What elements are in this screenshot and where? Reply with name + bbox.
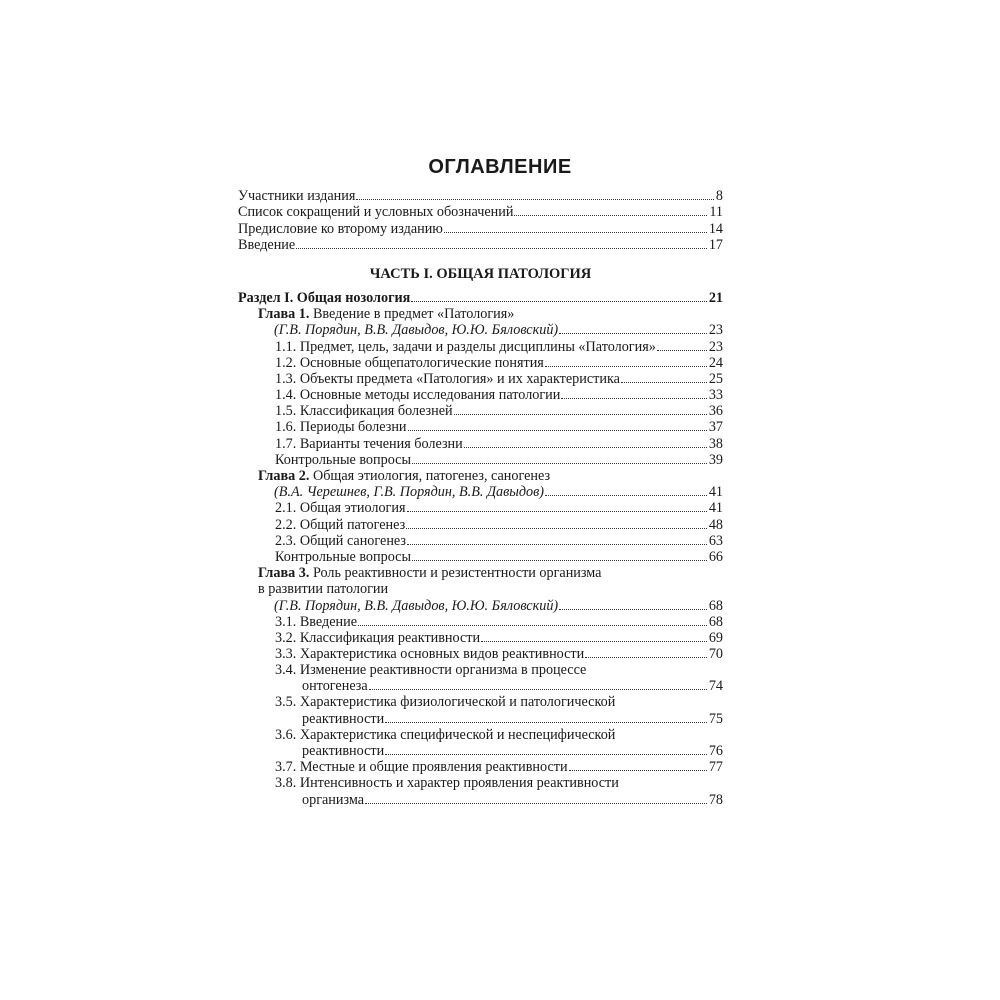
page-number: 66 [708,548,723,565]
page-number: 8 [715,188,723,205]
chapter-heading[interactable]: Глава 2. Общая этиология, патогенез, саногенез [258,467,551,484]
dot-leader [408,430,707,431]
dot-leader [412,463,707,464]
table-of-contents [238,188,723,808]
dot-leader [385,754,707,755]
dot-leader [621,382,707,383]
page-title: ОГЛАВЛЕНИЕ [428,156,572,178]
dot-leader [454,414,707,415]
page-number: 74 [708,678,723,695]
toc-entry-line1[interactable]: 3.4. Изменение реактивности организма в процессе [275,662,587,679]
dot-leader [411,301,706,302]
toc-entry[interactable]: онтогенеза 74 [302,678,723,695]
dot-leader [444,232,707,233]
page-number: 17 [708,236,723,253]
toc-entry-line1[interactable]: 3.8. Интенсивность и характер проявления реактивности [275,775,619,792]
page-number: 69 [708,629,723,646]
toc-entry[interactable]: Список сокращений и условных обозначений 11 [238,204,723,221]
dot-leader [358,625,707,626]
toc-entry[interactable]: 1.2. Основные общепатологические понятия 24 [275,354,723,371]
page-number: 24 [708,354,723,371]
toc-entry[interactable]: 2.2. Общий патогенез 48 [275,516,723,533]
dot-leader [406,528,707,529]
dot-leader [559,333,707,334]
dot-leader [561,398,706,399]
page-number: 78 [708,791,723,808]
dot-leader [356,199,714,200]
toc-entry[interactable]: 1.4. Основные методы исследования патологии 33 [275,387,723,404]
chapter-authors-entry[interactable]: (В.А. Черешнев, Г.В. Порядин, В.В. Давыдов) 41 [274,484,723,501]
page-number: 77 [708,759,723,776]
toc-entry[interactable]: 2.1. Общая этиология 41 [275,500,723,517]
page-number: 39 [708,451,723,468]
dot-leader [585,657,707,658]
dot-leader [385,722,707,723]
dot-leader [296,248,707,249]
toc-entry-line1[interactable]: 3.5. Характеристика физиологической и патологической [275,694,616,711]
toc-entry[interactable]: Предисловие ко второму изданию 14 [238,220,723,237]
chapter-heading-continued: в развитии патологии [258,581,389,598]
page-number: 37 [708,419,723,436]
page-number: 48 [708,516,723,533]
chapter-authors-entry[interactable]: (Г.В. Порядин, В.В. Давыдов, Ю.Ю. Бяловский) 68 [274,597,723,614]
page-number: 21 [708,289,723,306]
toc-entry[interactable]: реактивности 76 [302,743,723,760]
page-number: 76 [708,743,723,760]
dot-leader [545,366,707,367]
page-number: 11 [709,204,723,221]
dot-leader [407,511,707,512]
toc-entry[interactable]: 1.3. Объекты предмета «Патология» и их характеристика 25 [275,370,723,387]
dot-leader [569,770,707,771]
toc-entry[interactable]: реактивности 75 [302,710,723,727]
part-heading: ЧАСТЬ I. ОБЩАЯ ПАТОЛОГИЯ [369,265,592,282]
dot-leader [369,689,707,690]
page-number: 36 [708,403,723,420]
page-number: 33 [708,387,723,404]
toc-entry[interactable]: 1.6. Периоды болезни 37 [275,419,723,436]
toc-entry[interactable]: 3.3. Характеристика основных видов реактивности 70 [275,646,723,663]
page-number: 63 [708,532,723,549]
dot-leader [545,495,707,496]
toc-entry[interactable]: Участники издания 8 [238,188,723,205]
toc-entry[interactable]: Введение 17 [238,236,723,253]
page-number: 25 [708,370,723,387]
page-number: 23 [708,322,723,339]
page-number: 14 [708,220,723,237]
page-number: 41 [708,500,723,517]
toc-entry[interactable]: Контрольные вопросы 39 [275,451,723,468]
page-number: 70 [708,646,723,663]
dot-leader [514,215,707,216]
chapter-heading[interactable]: Глава 3. Роль реактивности и резистентности организма [258,564,602,581]
toc-entry[interactable]: 3.2. Классификация реактивности 69 [275,629,723,646]
chapter-authors-entry[interactable]: (Г.В. Порядин, В.В. Давыдов, Ю.Ю. Бяловский) 23 [274,322,723,339]
page-number: 38 [708,435,723,452]
toc-entry[interactable]: организма 78 [302,791,723,808]
dot-leader [407,544,707,545]
page-number: 75 [708,710,723,727]
dot-leader [365,803,707,804]
toc-entry[interactable]: 1.7. Варианты течения болезни 38 [275,435,723,452]
dot-leader [657,350,707,351]
dot-leader [559,609,707,610]
dot-leader [464,447,707,448]
toc-entry[interactable]: 3.1. Введение 68 [275,613,723,630]
page-number: 23 [708,338,723,355]
page-number: 41 [708,484,723,501]
dot-leader [412,560,707,561]
toc-section-entry[interactable]: Раздел I. Общая нозология 21 [238,289,723,306]
dot-leader [481,641,707,642]
toc-entry[interactable]: 2.3. Общий саногенез 63 [275,532,723,549]
toc-entry-line1[interactable]: 3.6. Характеристика специфической и неспецифической [275,726,616,743]
chapter-heading[interactable]: Глава 1. Введение в предмет «Патология» [258,305,515,322]
toc-entry[interactable]: 1.5. Классификация болезней 36 [275,403,723,420]
toc-entry[interactable]: Контрольные вопросы 66 [275,548,723,565]
page-number: 68 [708,597,723,614]
toc-entry[interactable]: 3.7. Местные и общие проявления реактивности 77 [275,759,723,776]
page-number: 68 [708,613,723,630]
toc-entry[interactable]: 1.1. Предмет, цель, задачи и разделы дисциплины «Патология» 23 [275,338,723,355]
